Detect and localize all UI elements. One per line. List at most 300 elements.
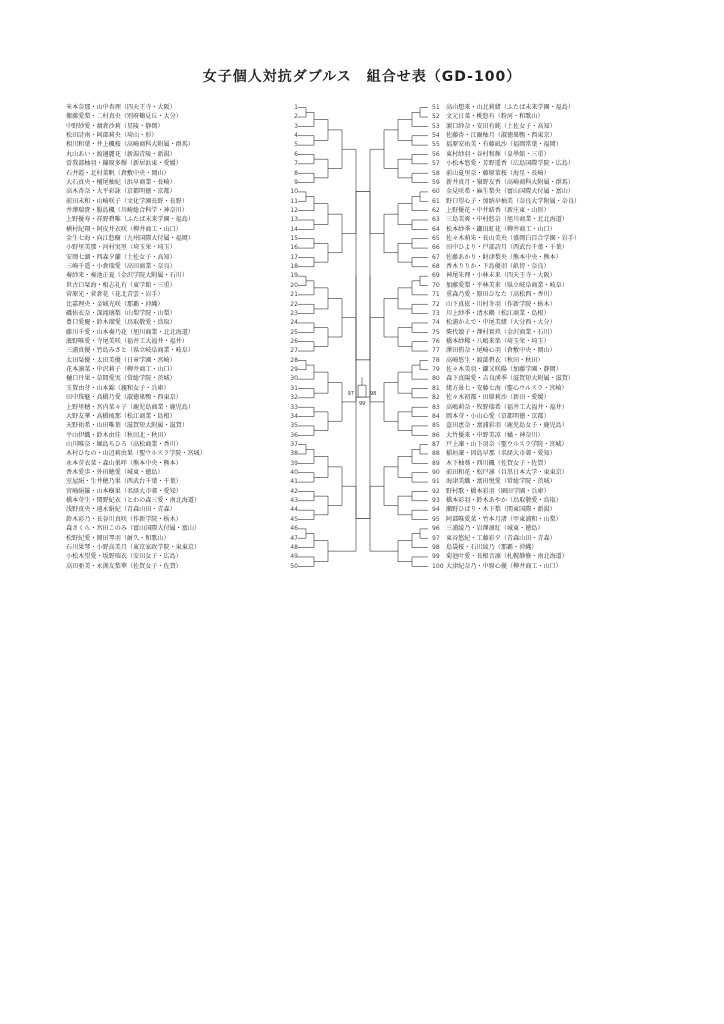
entry-name: 浅野真央・遠永絹紀（青森山田・青森） — [66, 506, 176, 514]
entry-number: 6 — [294, 150, 298, 158]
draw-entry — [66, 346, 298, 355]
entry-number: 77 — [432, 347, 440, 355]
entry-name: 室屋絹・生井穂乃果（西武台千葉・千葉） — [66, 478, 182, 486]
entry-name: 曽我部柚羽・篠原多輝（新居浜東・愛媛） — [66, 160, 182, 168]
draw-entry — [66, 103, 298, 112]
draw-entry — [66, 543, 298, 552]
entry-number: 18 — [290, 263, 298, 271]
entry-name: 天野祐希・山田唯葉（滋賀短大附属・滋賀） — [66, 422, 188, 430]
match-number: 99 — [358, 401, 366, 408]
entry-number: 36 — [290, 431, 298, 439]
draw-entry — [432, 206, 664, 215]
entry-name: 福原安祐美・有藤凪沙（福岡常葉・福岡） — [446, 141, 562, 149]
entry-number: 97 — [432, 534, 440, 542]
entry-number: 75 — [432, 328, 440, 336]
draw-entry — [66, 562, 298, 571]
entry-number: 89 — [432, 459, 440, 467]
entry-number: 95 — [432, 515, 440, 523]
draw-entry — [66, 131, 298, 140]
entry-name: 緒方景七・安藤七海（聖心ウルスラ・宮崎） — [446, 384, 568, 392]
entry-number: 13 — [290, 216, 298, 224]
draw-entry — [66, 449, 298, 458]
entry-name: 高嶋莉奈・牧野瑞希（福井工大福井・福井） — [446, 403, 568, 411]
draw-entry — [432, 215, 664, 224]
entry-name: 稲垣凜・因島早那（名経大市邨・愛知） — [446, 450, 556, 458]
entry-name: 三崎千遥・小倉瑞愛（高田商業・奈良） — [66, 263, 176, 271]
entry-number: 78 — [432, 356, 440, 364]
draw-entry — [432, 225, 664, 234]
entry-name: 太田栞優・太田美優（日章学園・宮崎） — [66, 356, 176, 364]
entry-number: 51 — [432, 104, 440, 111]
right-draw-list — [432, 103, 664, 571]
entry-number: 98 — [432, 543, 440, 551]
entry-number: 24 — [290, 319, 298, 327]
draw-entry — [432, 271, 664, 280]
draw-entry — [432, 384, 664, 393]
entry-name: 大石真央・檀尾柚紀（浜早商業・長崎） — [66, 178, 176, 186]
entry-number: 83 — [432, 403, 440, 411]
entry-number: 26 — [290, 337, 298, 345]
match-number: 98 — [370, 391, 377, 398]
draw-entry — [432, 122, 664, 131]
draw-entry — [66, 440, 298, 449]
entry-name: 岡本芽・小山心愛（京都明徳・京都） — [446, 412, 550, 420]
entry-name: 前山夏里奈・藤原菜桜（海星・長崎） — [446, 169, 550, 177]
draw-entry — [432, 543, 664, 552]
entry-number: 45 — [290, 515, 298, 523]
draw-entry — [432, 150, 664, 159]
entry-name: 安岡七湖・西森夕蘭（土佐女子・高知） — [66, 253, 176, 261]
draw-entry — [432, 412, 664, 421]
entry-name: 樋口丹果・草間愛実（常総学院・茨城） — [66, 375, 176, 383]
draw-entry — [66, 197, 298, 206]
entry-name: 衛藤愛梨・二村真央（別府鶴見丘・大分） — [66, 113, 182, 121]
entry-number: 80 — [432, 375, 440, 383]
draw-entry — [66, 477, 298, 486]
entry-number: 50 — [290, 562, 298, 570]
draw-entry — [432, 346, 664, 355]
entry-number: 48 — [290, 543, 298, 551]
entry-number: 67 — [432, 253, 440, 261]
draw-entry — [66, 421, 298, 430]
entry-name: 三浦綾乃・岩澤凛紅（城東・徳島） — [446, 525, 544, 533]
draw-entry — [66, 384, 298, 393]
entry-name: 佐々木萌朱・長山美央（盛岡白百合学園・岩手） — [446, 235, 581, 243]
entry-number: 9 — [294, 178, 298, 186]
entry-name: 小松木望愛・坂野瑞衣（安田女子・広島） — [66, 553, 182, 561]
entry-name: 三浦真優・竹島みさと（県立岐阜商業・岐阜） — [66, 347, 194, 355]
draw-entry — [432, 169, 664, 178]
draw-entry — [432, 300, 664, 309]
draw-entry — [432, 374, 664, 383]
entry-name: 佐々木美羽・鎌又咲陽（加藤学園・静岡） — [446, 366, 562, 374]
entry-number: 68 — [432, 263, 440, 271]
entry-number: 74 — [432, 319, 440, 327]
draw-entry — [66, 150, 298, 159]
entry-number: 87 — [432, 440, 440, 448]
entry-name: 新井真月・嶺野友香（高崎商科大附属・群馬） — [446, 178, 574, 186]
entry-name: 米本奈那・山中杏理（四天王寺・大阪） — [66, 104, 176, 111]
entry-number: 72 — [432, 300, 440, 308]
draw-entry — [432, 552, 664, 561]
entry-number: 27 — [290, 347, 298, 355]
entry-name: 石井霞・北村菜帆（倉敷中央・岡山） — [66, 169, 170, 177]
entry-number: 66 — [432, 244, 440, 252]
entry-name: 佐藤あかり・財津梨央（熊本中央・熊本） — [446, 253, 562, 261]
draw-entry — [432, 197, 664, 206]
entry-name: 鈴木彩乃・長谷川真咲（作新学院・栃木） — [66, 515, 182, 523]
entry-name: 澤田侑奈・尾崎心羽（倉敷中央・岡山） — [446, 347, 556, 355]
entry-number: 73 — [432, 309, 440, 317]
entry-name: 加藤愛梨・平林美来（県立岐阜商業・岐阜） — [446, 281, 568, 289]
draw-entry — [432, 178, 664, 187]
entry-number: 96 — [432, 525, 440, 533]
entry-number: 2 — [294, 113, 298, 121]
draw-entry — [432, 262, 664, 271]
entry-name: 奏紗来・奏池正夏（金沢学院大附属・石川） — [66, 272, 188, 280]
draw-entry — [432, 187, 664, 196]
draw-entry — [432, 524, 664, 533]
entry-name: 香木りりか・下島優羽（畝傍・奈良） — [446, 263, 550, 271]
entry-number: 100 — [432, 562, 444, 570]
entry-name: 玉置由芽・山本錦（親和女子・兵庫） — [66, 384, 170, 392]
entry-number: 61 — [432, 197, 440, 205]
entry-name: 盗田恵奈・富浦彩羽（鹿児島女子・鹿児島） — [446, 422, 568, 430]
draw-entry — [66, 393, 298, 402]
entry-number: 21 — [290, 291, 298, 299]
entry-name: 東村紗羽・谷村和輝（皇學館・三重） — [446, 150, 550, 158]
entry-number: 62 — [432, 206, 440, 214]
draw-entry — [66, 496, 298, 505]
entry-name: 金見咲希・麻生梨央（富山国際大付属・富山） — [446, 188, 574, 196]
draw-entry — [66, 262, 298, 271]
draw-entry — [432, 393, 664, 402]
draw-entry — [66, 271, 298, 280]
draw-entry — [432, 159, 664, 168]
entry-number: 79 — [432, 366, 440, 374]
entry-number: 39 — [290, 459, 298, 467]
entry-number: 7 — [294, 160, 298, 168]
entry-number: 71 — [432, 291, 440, 299]
draw-entry — [432, 103, 664, 112]
entry-number: 40 — [290, 469, 298, 477]
entry-name: 丸山あい・渡邊麗花（新潟青陵・新潟） — [66, 150, 176, 158]
entry-name: 上野優寿・祥野碧唯（ふたば未来学園・福島） — [66, 216, 194, 224]
entry-number: 43 — [290, 497, 298, 505]
draw-entry — [66, 206, 298, 215]
draw-entry — [66, 412, 298, 421]
draw-entry — [66, 468, 298, 477]
entry-number: 28 — [290, 356, 298, 364]
draw-entry — [66, 337, 298, 346]
entry-number: 38 — [290, 450, 298, 458]
draw-entry — [66, 169, 298, 178]
entry-number: 32 — [290, 394, 298, 402]
draw-entry — [432, 487, 664, 496]
draw-entry — [432, 421, 664, 430]
entry-name: 松浦かえで・中尾美緒（大分西・大分） — [446, 319, 556, 327]
entry-number: 55 — [432, 141, 440, 149]
draw-entry — [432, 356, 664, 365]
draw-entry — [66, 234, 298, 243]
draw-entry — [432, 309, 664, 318]
draw-entry — [66, 225, 298, 234]
entry-number: 91 — [432, 478, 440, 486]
draw-entry — [432, 440, 664, 449]
entry-number: 46 — [290, 525, 298, 533]
entry-name: 木村ひなの・山辺莉由果（聖ウルスラ学院・宮城） — [66, 450, 206, 458]
draw-entry — [432, 562, 664, 571]
entry-name: 高山想来・山北莉緒（ふたば未来学園・福島） — [446, 104, 574, 111]
draw-entry — [66, 318, 298, 327]
entry-name: 平山伊織・鈴木由佳（秋田北・秋田） — [66, 431, 170, 439]
entry-name: 島袋桜・石川綾乃（那覇・沖縄） — [446, 543, 538, 551]
entry-number: 1 — [294, 104, 298, 111]
entry-name: 金生七海・向江悠樹（九州国際大付属・福岡） — [66, 235, 194, 243]
draw-entry — [66, 122, 298, 131]
left-draw-list — [66, 103, 298, 571]
entry-number: 53 — [432, 122, 440, 130]
draw-entry — [66, 534, 298, 543]
draw-entry — [66, 112, 298, 121]
entry-number: 86 — [432, 431, 440, 439]
entry-name: 重森乃愛・原田ひなた（高松西・香川） — [446, 291, 556, 299]
draw-entry — [66, 431, 298, 440]
draw-entry — [66, 309, 298, 318]
draw-entry — [432, 403, 664, 412]
entry-name: 森さくら・宮田このみ（富山国際大付属・富山） — [66, 525, 201, 533]
draw-entry — [432, 253, 664, 262]
entry-name: 海津美織・富田悦愛（常総学院・茨城） — [446, 478, 556, 486]
draw-entry — [66, 159, 298, 168]
entry-number: 93 — [432, 497, 440, 505]
entry-number: 84 — [432, 412, 440, 420]
entry-number: 37 — [290, 440, 298, 448]
entry-name: 世古口栞海・相志礼有（東学館・三重） — [66, 281, 176, 289]
entry-name: 豊口愛慶・鈴木瑠愛（鳥取敬愛・鳥取） — [66, 319, 176, 327]
draw-entry — [66, 459, 298, 468]
draw-entry — [66, 505, 298, 514]
entry-name: 高木杏奈・大平彩詠（京都明徳・京都） — [66, 188, 176, 196]
entry-number: 4 — [294, 132, 298, 140]
entry-name: 東谷悠紀・工藤彩夕（青森山田・青森） — [446, 534, 556, 542]
draw-entry — [432, 234, 664, 243]
draw-entry — [66, 178, 298, 187]
entry-number: 42 — [290, 487, 298, 495]
draw-entry — [66, 290, 298, 299]
entry-name: 上野里穂・宮内菜々子（鹿児島商業・鹿児島） — [66, 403, 194, 411]
entry-name: 永本芽衣菜・森山巣咩（熊本中央・熊本） — [66, 459, 182, 467]
entry-name: 佐々木初都・田原莉沙（新田・愛媛） — [446, 394, 550, 402]
entry-name: 藤川千愛・山本奏乃花（旭川商業・北北海道） — [66, 328, 194, 336]
entry-name: 野村歌・橋本彩羽（園田学園・兵庫） — [446, 487, 550, 495]
draw-entry — [66, 552, 298, 561]
draw-entry — [432, 459, 664, 468]
entry-number: 10 — [290, 188, 298, 196]
entry-name: 文元日菜・桃悠有（粉河・和歌山） — [446, 113, 544, 121]
entry-name: 松田詩南・阿部莉央（埼山・形） — [66, 132, 158, 140]
entry-number: 49 — [290, 553, 298, 561]
entry-name: 柴代娘子・澤村實玖（金沢商業・石川） — [446, 328, 556, 336]
entry-name: 前田和花・松戸凛（目黒日本大学・東東京） — [446, 469, 568, 477]
entry-name: 横村紀翔・阿皮井衣咲（柳井商工・山口） — [66, 225, 182, 233]
entry-name: 石川果琴・小野高美月（東京家政学院・東東京） — [66, 543, 201, 551]
draw-entry — [66, 140, 298, 149]
draw-entry — [66, 253, 298, 262]
draw-entry — [432, 515, 664, 524]
entry-number: 65 — [432, 235, 440, 243]
draw-entry — [66, 365, 298, 374]
entry-number: 35 — [290, 422, 298, 430]
entry-number: 5 — [294, 141, 298, 149]
entry-number: 92 — [432, 487, 440, 495]
entry-name: 前田未和・山崎咲子（文化学園長野・長野） — [66, 197, 188, 205]
entry-number: 47 — [290, 534, 298, 542]
entry-name: 小松本悠愛・芳野遥香（広島国際学院・広島） — [446, 160, 574, 168]
draw-entry — [432, 505, 664, 514]
entry-number: 33 — [290, 403, 298, 411]
entry-number: 8 — [294, 169, 298, 177]
draw-entry — [432, 112, 664, 121]
entry-name: 濵口紗奈・安田有純（土佐女子・高知） — [446, 122, 556, 130]
entry-name: 橋本芽生・関野紀衣（とわの森三愛・南北海道） — [66, 497, 201, 505]
draw-entry — [432, 534, 664, 543]
entry-number: 64 — [432, 225, 440, 233]
entry-name: 花本凛菜・中沢莉子（柳井商工・山口） — [66, 366, 176, 374]
entry-name: 川上紗季・清水鶴（松江商業・島根） — [446, 309, 550, 317]
entry-name: 木下柚葵・西川楓（佐賀女子・佐賀） — [446, 459, 550, 467]
entry-name: 瀬野ひばり・木下梨（関東国際・新潟） — [446, 506, 556, 514]
entry-number: 22 — [290, 300, 298, 308]
entry-name: 森下真陽愛・吉良湧季（滋賀短大附属・滋賀） — [446, 375, 574, 383]
entry-name: 比嘉理央・金城光咲（那覇・沖縄） — [66, 300, 164, 308]
draw-entry — [432, 290, 664, 299]
entry-name: 田中珠魅・髙橋乃愛（淑徳巣鴨・西東京） — [66, 394, 182, 402]
entry-name: 橋本紗稀・八嶋来楽（埼玉栄・埼玉） — [446, 337, 550, 345]
entry-name: 大野友華・高橋琉那（松江商業・島根） — [66, 412, 176, 420]
entry-number: 12 — [290, 206, 298, 214]
draw-entry — [432, 337, 664, 346]
match-number: 97 — [347, 391, 354, 398]
entry-name: 中野紗愛・濵倉沙莉（星陵・静岡） — [66, 122, 164, 130]
draw-entry — [432, 243, 664, 252]
draw-entry — [432, 281, 664, 290]
entry-number: 58 — [432, 169, 440, 177]
entry-name: 濱野唯愛・寺尾美咲（福井工大福井・福井） — [66, 337, 188, 345]
entry-number: 3 — [294, 122, 298, 130]
entry-number: 15 — [290, 235, 298, 243]
draw-entry — [432, 318, 664, 327]
draw-entry — [66, 356, 298, 365]
entry-name: 三島美爽・中村悠奈（旭川商業・北北海道） — [446, 216, 568, 224]
draw-entry — [432, 431, 664, 440]
entry-number: 69 — [432, 272, 440, 280]
entry-number: 94 — [432, 506, 440, 514]
draw-entry — [66, 281, 298, 290]
entry-number: 63 — [432, 216, 440, 224]
entry-name: 松野紀愛・岡田琴羽（耐久・和歌山） — [66, 534, 170, 542]
entry-number: 70 — [432, 281, 440, 289]
draw-entry — [66, 243, 298, 252]
entry-name: 井澤瑞貴・服島楓（川崎総合科学・神奈川） — [66, 206, 188, 214]
entry-name: 阿部唯愛菜・竹本月渚（甲東浦和・山梨） — [446, 515, 562, 523]
draw-entry — [432, 496, 664, 505]
entry-name: 宮崎絹羅・山本樹果（名経大市邨・愛知） — [66, 487, 182, 495]
draw-entry — [66, 487, 298, 496]
draw-entry — [432, 328, 664, 337]
entry-number: 90 — [432, 469, 440, 477]
draw-entry — [432, 449, 664, 458]
draw-entry — [66, 515, 298, 524]
entry-number: 88 — [432, 450, 440, 458]
draw-entry — [432, 477, 664, 486]
entry-number: 16 — [290, 244, 298, 252]
entry-name: 橋本彩羽・鈴木あやか（鳥取敬愛・鳥取） — [446, 497, 562, 505]
entry-name: 野口望心子・加納早柚美（奈良大学附属・奈良） — [446, 197, 581, 205]
entry-name: 高崎悠生・渡部碧衣（秋田・秋田） — [446, 356, 544, 364]
entry-number: 17 — [290, 253, 298, 261]
draw-entry — [432, 131, 664, 140]
entry-number: 56 — [432, 150, 440, 158]
entry-number: 99 — [432, 553, 440, 561]
draw-entry — [66, 300, 298, 309]
entry-number: 34 — [290, 412, 298, 420]
entry-name: 佐藤杏・江爾柚月（淑徳巣鴨・西東京） — [446, 132, 556, 140]
entry-name: 菅原光・菅倉花（花北青雲・岩手） — [66, 291, 164, 299]
entry-number: 19 — [290, 272, 298, 280]
page-title: 女子個人対抗ダブルス 組合せ表（GD-100） — [202, 69, 522, 85]
entry-name: 山下真依・川村冬羽（作新学院・栃木） — [446, 300, 556, 308]
draw-entry — [432, 468, 664, 477]
entry-name: 戸上凜・山下羽奈（聖ウルスラ学院・宮城） — [446, 440, 568, 448]
entry-name: 大津紀奈乃・中原心優（柳井商工・山口） — [446, 562, 562, 570]
entry-number: 54 — [432, 132, 440, 140]
draw-entry — [432, 140, 664, 149]
entry-number: 29 — [290, 366, 298, 374]
draw-entry — [66, 524, 298, 533]
entry-number: 30 — [290, 375, 298, 383]
draw-entry — [66, 374, 298, 383]
entry-number: 60 — [432, 188, 440, 196]
draw-entry — [432, 365, 664, 374]
entry-name: 神尾朱理・小林未来（四天王寺・大阪） — [446, 272, 556, 280]
draw-entry — [66, 403, 298, 412]
draw-entry — [66, 215, 298, 224]
entry-number: 82 — [432, 394, 440, 402]
entry-number: 59 — [432, 178, 440, 186]
entry-name: 小野里美那・河村実里（埼玉栄・埼玉） — [66, 244, 176, 252]
draw-entry — [66, 328, 298, 337]
entry-number: 25 — [290, 328, 298, 336]
entry-name: 田中ひより・戸部詩月（西武台千葉・千葉） — [446, 244, 568, 252]
entry-number: 85 — [432, 422, 440, 430]
entry-number: 76 — [432, 337, 440, 345]
entry-name: 高田亜美・永渕友梨華（佐賀女子・佐賀） — [66, 562, 182, 570]
entry-number: 11 — [290, 197, 298, 205]
entry-number: 23 — [290, 309, 298, 317]
entry-name: 松本紗季・鎌田虹花（柳井商工・山口） — [446, 225, 556, 233]
entry-name: 香木愛歩・外田穂愛（城東・徳島） — [66, 469, 164, 477]
entry-name: 大竹優来・中野美凉（橘・神奈川） — [446, 431, 544, 439]
entry-number: 52 — [432, 113, 440, 121]
entry-number: 31 — [290, 384, 298, 392]
draw-entry — [66, 187, 298, 196]
entry-name: 上野優花・中井結香（新庄東・山形） — [446, 206, 550, 214]
entry-number: 57 — [432, 160, 440, 168]
entry-number: 14 — [290, 225, 298, 233]
entry-name: 山川唯奈・堀島ちひろ（高松商業・香川） — [66, 440, 182, 448]
entry-name: 相川和葉・井上楓桜（高崎商科大附属・群馬） — [66, 141, 194, 149]
